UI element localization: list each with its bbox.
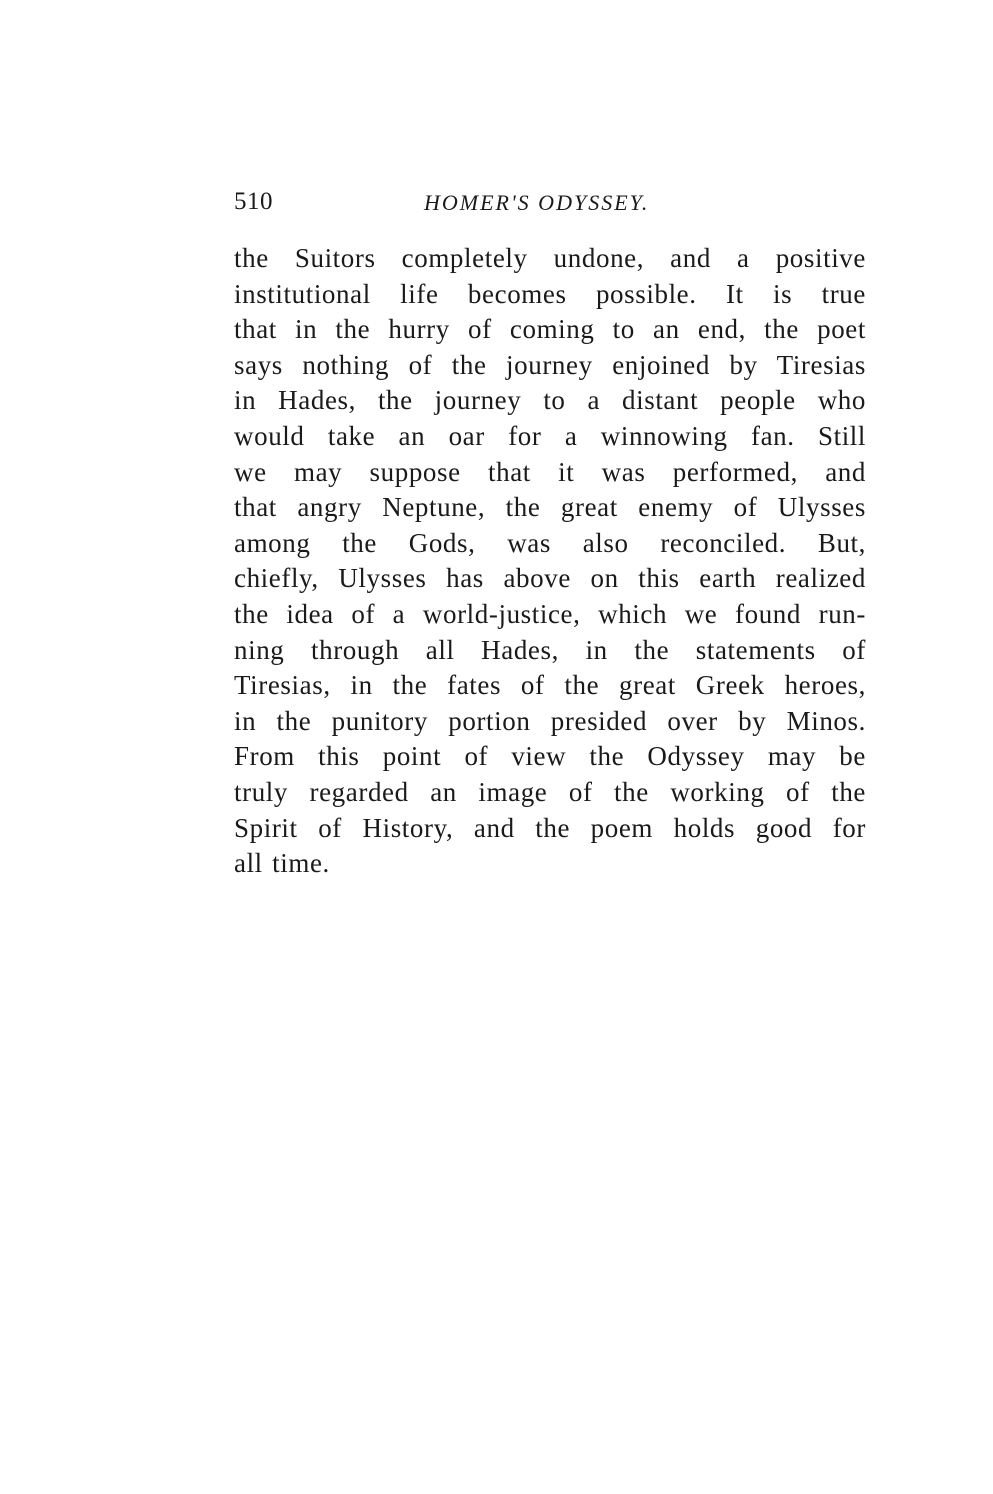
running-head [234, 184, 864, 224]
text-line: truly regarded an image of the working of the [234, 776, 866, 807]
text-line: in the punitory portion presided over by Minos. [234, 705, 866, 736]
text-line: the idea of a world-justice, which we found run- [234, 598, 866, 629]
text-line: would take an oar for a winnowing fan. Still [234, 420, 866, 451]
running-title: HOMER'S ODYSSEY. [424, 190, 650, 215]
text-line: says nothing of the journey enjoined by Tiresias [234, 349, 866, 380]
text-line: that angry Neptune, the great enemy of Ulysses [234, 492, 866, 523]
text-line: Spirit of History, and the poem holds good for [234, 812, 866, 843]
text-line: we may suppose that it was performed, and [234, 456, 866, 487]
text-line: in Hades, the journey to a distant people who [234, 385, 866, 416]
text-line: Tiresias, in the fates of the great Greek heroes, [234, 670, 866, 701]
text-line: chiefly, Ulysses has above on this earth realized [234, 563, 866, 594]
text-line: institutional life becomes possible. It is true [234, 278, 866, 309]
text-line: From this point of view the Odyssey may be [234, 741, 866, 772]
text-line: that in the hurry of coming to an end, the poet [234, 314, 866, 345]
text-line: among the Gods, was also reconciled. But, [234, 527, 866, 558]
page-number: 510 [234, 188, 273, 215]
text-line: ning through all Hades, in the statements of [234, 634, 866, 665]
text-line-last: all time. [234, 848, 330, 879]
body-paragraph [234, 241, 866, 882]
text-line: the Suitors completely undone, and a positive [234, 243, 866, 273]
